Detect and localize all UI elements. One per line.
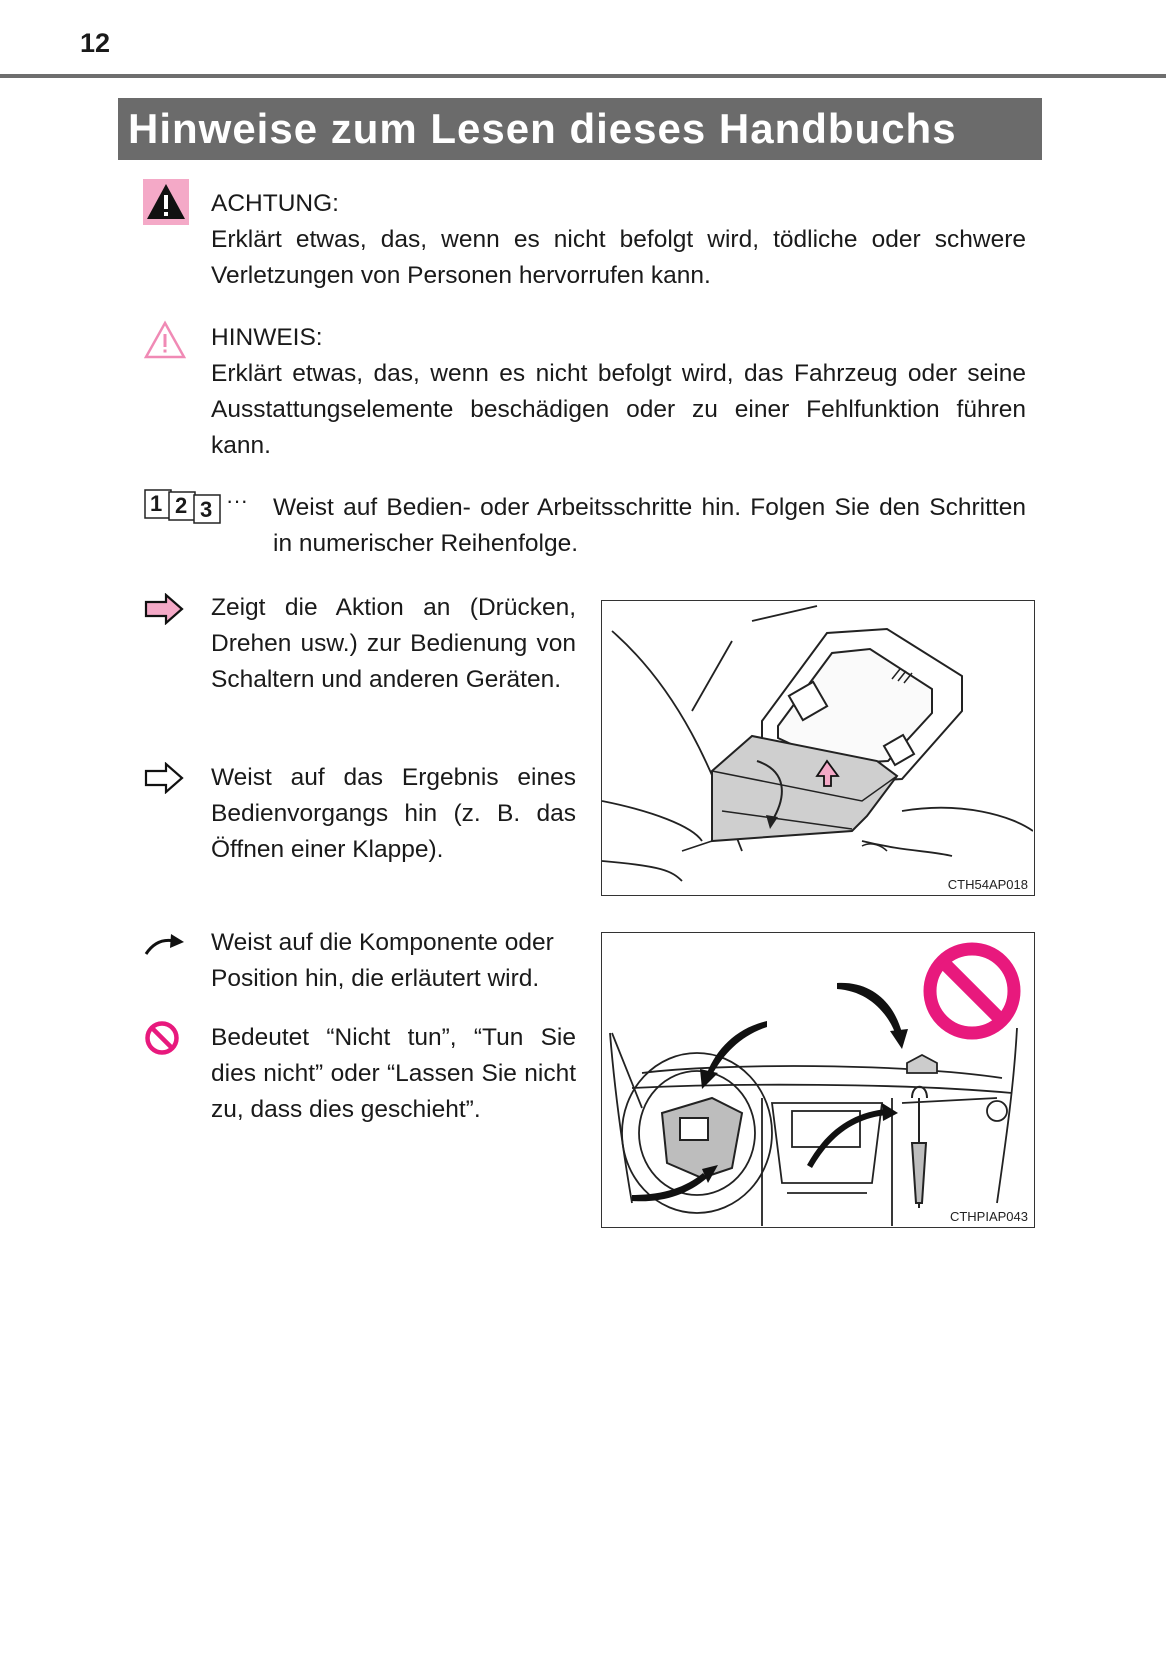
result-arrow-icon: [144, 762, 184, 799]
step-number-1: 1: [150, 491, 163, 516]
figure-code: CTHPIAP043: [949, 1209, 1028, 1224]
step-ellipsis: ···: [226, 488, 248, 513]
component-text: Weist auf die Komponente oder Position hin, die erläutert wird.: [211, 929, 554, 992]
notice-label: HINWEIS:: [211, 324, 323, 351]
figure-code: CTH54AP018: [947, 877, 1028, 892]
step-numbers-icon: [144, 488, 254, 528]
notice-triangle-icon: [143, 320, 187, 365]
steps-text: Weist auf Bedien- oder Arbeitsschritte hin. Folgen Sie den Schritten in numerischer Reihenfolge.: [273, 494, 1026, 557]
section-title: Hinweise zum Lesen dieses Handbuchs: [118, 98, 1042, 160]
overhead-console-figure: [601, 600, 1035, 896]
warning-text: Erklärt etwas, das, wenn es nicht befolgt wird, tödliche oder schwere Verletzungen von Personen hervorrufen kann.: [211, 226, 1026, 289]
action-text: Zeigt die Aktion an (Drücken, Drehen usw.) zur Bedienung von Schaltern und anderen Geräten.: [211, 594, 576, 693]
pointer-arrow-icon: [144, 932, 186, 965]
step-number-3: 3: [200, 497, 213, 522]
prohibition-icon: [144, 1020, 180, 1061]
header-rule: [0, 74, 1166, 78]
page-number: 12: [80, 28, 111, 58]
notice-text: Erklärt etwas, das, wenn es nicht befolgt wird, das Fahrzeug oder seine Ausstattungselemente beschädigen oder zu einer Fehlfunktion führen kann.: [211, 360, 1026, 459]
prohibited-text: Bedeutet “Nicht tun”, “Tun Sie dies nicht” oder “Lassen Sie nicht zu, dass dies geschieht”.: [211, 1024, 576, 1123]
warning-label: ACHTUNG:: [211, 190, 339, 217]
result-text: Weist auf das Ergebnis eines Bedienvorgangs hin (z. B. das Öffnen einer Klappe).: [211, 764, 576, 863]
step-number-2: 2: [175, 493, 188, 518]
dashboard-figure: [601, 932, 1035, 1228]
warning-triangle-icon: [143, 179, 189, 230]
action-arrow-icon: [144, 593, 184, 630]
